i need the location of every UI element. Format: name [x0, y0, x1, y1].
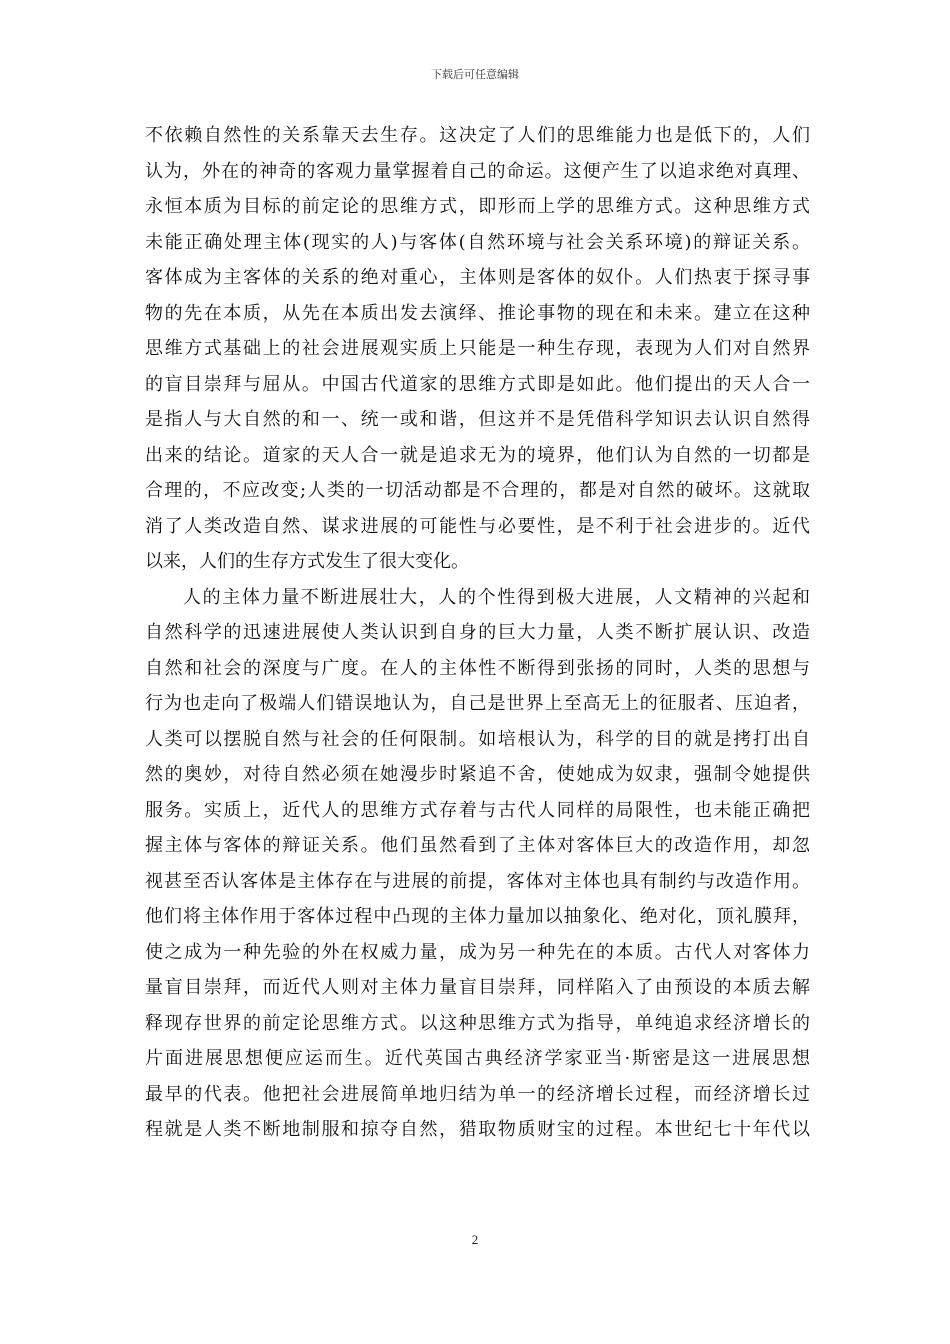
paragraph	[145, 580, 810, 1148]
text-line: 未能正确处理主体(现实的人)与客体(自然环境与社会关系环境)的辩证关系。	[145, 231, 810, 253]
text-line: 他们将主体作用于客体过程中凸现的主体力量加以抽象化、绝对化，顶礼膜拜，	[145, 906, 810, 927]
text-line: 思维方式基础上的社会进展观实质上只能是一种生存现，表现为人们对自然界	[145, 338, 810, 359]
text-line: 程就是人类不断地制服和掠夺自然，猎取物质财宝的过程。本世纪七十年代以	[145, 1119, 810, 1140]
paragraph	[145, 118, 810, 580]
text-line: 永恒本质为目标的前定论的思维方式，即形而上学的思维方式。这种思维方式	[145, 196, 810, 217]
text-line: 出来的结论。道家的天人合一就是追求无为的境界，他们认为自然的一切都是	[145, 444, 810, 466]
text-line: 认为，外在的神奇的客观力量掌握着自己的命运。这便产生了以追求绝对真理、	[145, 160, 810, 182]
text-line: 然的奥妙，对待自然必须在她漫步时紧追不舍，使她成为奴隶，强制令她提供	[145, 764, 810, 785]
page-number: 2	[471, 1232, 479, 1247]
text-line: 人的主体力量不断进展壮大，人的个性得到极大进展，人文精神的兴起和	[183, 586, 810, 608]
text-line: 服务。实质上，近代人的思维方式存着与古代人同样的局限性，也未能正确把	[145, 799, 810, 821]
text-line: 是指人与大自然的和一、统一或和谐，但这并不是凭借科学知识去认识自然得	[145, 409, 810, 430]
text-line: 最早的代表。他把社会进展简单地归结为单一的经济增长过程，而经济增长过	[145, 1083, 810, 1105]
text-line: 消了人类改造自然、谋求进展的可能性与必要性，是不利于社会进步的。近代	[145, 515, 810, 537]
text-line: 合理的，不应改变;人类的一切活动都是不合理的，都是对自然的破坏。这就取	[145, 480, 810, 501]
text-line: 不依赖自然性的关系靠天去生存。这决定了人们的思维能力也是低下的，人们	[145, 125, 810, 146]
document-body	[145, 118, 810, 1148]
text-line: 自然和社会的深度与广度。在人的主体性不断得到张扬的同时，人类的思想与	[145, 657, 810, 679]
text-line: 人类可以摆脱自然与社会的任何限制。如培根认为，科学的目的就是拷打出自	[145, 728, 810, 750]
text-line: 的盲目崇拜与屈从。中国古代道家的思维方式即是如此。他们提出的天人合一	[145, 373, 810, 395]
text-line: 片面进展思想便应运而生。近代英国古典经济学家亚当·斯密是这一进展思想	[145, 1048, 810, 1069]
text-line: 行为也走向了极端人们错误地认为，自己是世界上至高无上的征服者、压迫者，	[145, 693, 810, 714]
text-line: 自然科学的迅速进展使人类认识到自身的巨大力量，人类不断扩展认识、改造	[145, 622, 810, 643]
text-line: 释现存世界的前定论思维方式。以这种思维方式为指导，单纯追求经济增长的	[145, 1012, 810, 1034]
text-line: 客体成为主客体的关系的绝对重心，主体则是客体的奴仆。人们热衷于探寻事	[145, 267, 810, 288]
text-line: 使之成为一种先验的外在权威力量，成为另一种先在的本质。古代人对客体力	[145, 941, 810, 963]
text-line: 量盲目崇拜，而近代人则对主体力量盲目崇拜，同样陷入了由预设的本质去解	[145, 977, 810, 998]
text-line: 握主体与客体的辩证关系。他们虽然看到了主体对客体巨大的改造作用，却忽	[145, 835, 810, 856]
page-header: 下载后可任意编辑	[431, 68, 519, 81]
text-line: 物的先在本质，从先在本质出发去演绎、推论事物的现在和未来。建立在这种	[145, 302, 810, 324]
text-line: 以来，人们的生存方式发生了很大变化。	[145, 551, 469, 572]
text-line: 视甚至否认客体是主体存在与进展的前提，客体对主体也具有制约与改造作用。	[145, 870, 810, 892]
